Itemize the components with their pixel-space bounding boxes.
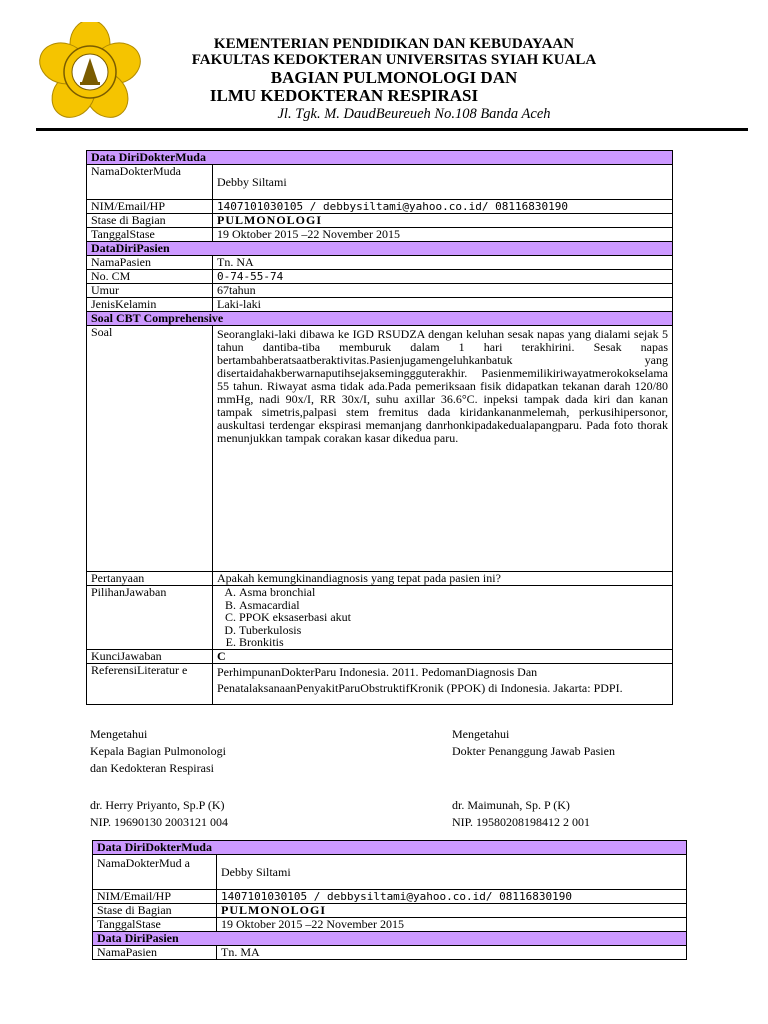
table-row [87, 228, 673, 242]
table-row [87, 270, 673, 284]
table-row [93, 890, 687, 904]
row-label: JenisKelamin [87, 298, 213, 312]
row-label: PilihanJawaban [87, 586, 213, 650]
row-label: TanggalStase [87, 228, 213, 242]
doctor-name: Debby Siltami [213, 165, 673, 200]
stase-value: PULMONOLOGI [217, 904, 687, 918]
option-e: E. Bronkitis [239, 636, 668, 649]
section-dokter-muda: Data DiriDokterMuda [93, 841, 687, 855]
acknowledge-label: Mengetahui [452, 727, 510, 741]
section-dokter-muda: Data DiriDokterMuda [87, 151, 673, 165]
row-label: Pertanyaan [87, 572, 213, 586]
signer-nip: NIP. 19690130 2003121 004 [90, 815, 229, 829]
signer-title: dan Kedokteran Respirasi [90, 761, 214, 775]
nim-email-phone: 1407101030105 / debbysiltami@yahoo.co.id/ 08116830190 [213, 200, 673, 214]
case-form-2 [92, 840, 687, 960]
reference-text: PerhimpunanDokterParu Indonesia. 2011. PedomanDiagnosis Dan PenatalaksanaanPenyakitParuObstruktifKronik (PPOK) di Indonesia. Jakarta: PDPI. [213, 663, 673, 704]
table-row [87, 214, 673, 228]
table-row [87, 326, 673, 572]
case-form-1 [86, 150, 673, 705]
table-row [93, 855, 687, 890]
question-prompt: Apakah kemungkinandiagnosis yang tepat pada pasien ini? [213, 572, 673, 586]
signature-left [90, 726, 228, 831]
row-label: Soal [87, 326, 213, 572]
department-title-1: BAGIAN PULMONOLOGI DAN [270, 68, 518, 87]
signer-nip: NIP. 19580208198412 2 001 [452, 815, 591, 829]
acknowledge-label: Mengetahui [90, 727, 148, 741]
stase-date: 19 Oktober 2015 –22 November 2015 [213, 228, 673, 242]
answer-options [213, 586, 673, 650]
table-row [87, 649, 673, 663]
table-row [87, 663, 673, 704]
row-label: TanggalStase [93, 918, 217, 932]
table-row [87, 298, 673, 312]
row-label: Stase di Bagian [87, 214, 213, 228]
table-row [93, 946, 687, 960]
table-row [87, 284, 673, 298]
section-soal: Soal CBT Comprehensive [87, 312, 673, 326]
signer-name: dr. Herry Priyanto, Sp.P (K) [90, 798, 225, 812]
row-label: NamaPasien [87, 256, 213, 270]
row-label: Stase di Bagian [93, 904, 217, 918]
table-row [93, 904, 687, 918]
patient-gender: Laki-laki [213, 298, 673, 312]
stase-value: PULMONOLOGI [213, 214, 673, 228]
table-row [87, 586, 673, 650]
row-label: NamaPasien [93, 946, 217, 960]
patient-name: Tn. NA [213, 256, 673, 270]
option-b: B. Asmacardial [239, 599, 668, 612]
option-d: D. Tuberkulosis [239, 624, 668, 637]
row-label: NIM/Email/HP [87, 200, 213, 214]
nim-email-phone: 1407101030105 / debbysiltami@yahoo.co.id/ 08116830190 [217, 890, 687, 904]
row-label: No. CM [87, 270, 213, 284]
address-line: Jl. Tgk. M. DaudBeureueh No.108 Banda Aceh [277, 106, 551, 122]
option-c: C. PPOK eksaserbasi akut [239, 611, 668, 624]
signer-title: Dokter Penanggung Jawab Pasien [452, 744, 615, 758]
row-label: KunciJawaban [87, 649, 213, 663]
row-label: Umur [87, 284, 213, 298]
patient-name: Tn. MA [217, 946, 687, 960]
signer-title: Kepala Bagian Pulmonologi [90, 744, 226, 758]
row-label: NamaDokterMud a [93, 855, 217, 890]
stase-date: 19 Oktober 2015 –22 November 2015 [217, 918, 687, 932]
doctor-name: Debby Siltami [217, 855, 687, 890]
department-title-2: ILMU KEDOKTERAN RESPIRASI [209, 86, 479, 105]
row-label: NIM/Email/HP [93, 890, 217, 904]
patient-age: 67tahun [213, 284, 673, 298]
table-row [87, 256, 673, 270]
ministry-title: KEMENTERIAN PENDIDIKAN DAN KEBUDAYAAN [213, 36, 575, 52]
table-row [87, 165, 673, 200]
table-row [93, 918, 687, 932]
medical-record-number: 0-74-55-74 [213, 270, 673, 284]
signature-right [452, 726, 615, 831]
faculty-title: FAKULTAS KEDOKTERAN UNIVERSITAS SYIAH KUALA [191, 52, 597, 68]
answer-key: C [213, 649, 673, 663]
row-label: ReferensiLiteratur e [87, 663, 213, 704]
option-a: A. Asma bronchial [239, 586, 668, 599]
header-divider [36, 128, 748, 131]
question-text: Seoranglaki-laki dibawa ke IGD RSUDZA dengan keluhan sesak napas yang dialami sejak 5 tahun dantiba-tiba memburuk dalam 1 hari terakhirini. Sesak napas bertambahberatsaatberaktivitas.Pasienjugamengeluhkanbatuk yang disertaidahakberwarnaputihsejakseminggguterakhir. Pasienmemilikiriwayatmerokokselama 55 tahun. Riwayat asma tidak ada.Pada pemeriksaan fisik didapatkan tekanan darah 120/80 mmHg, nadi 90x/I, RR 30x/I, suhu axillar 36.6°C. inpeksi tampak dada kiri dan kanan tampak simetris,palpasi stem fremitus dada kiridankananmelemah, perkusihipersonor, auskultasi terdengar ekspirasi memanjang danrhonkipadakedualapangparu. Pada foto thorak menunjukkan tampak corakan kasar dikedua paru. [213, 326, 673, 572]
row-label: NamaDokterMuda [87, 165, 213, 200]
section-pasien: Data DiriPasien [93, 932, 687, 946]
table-row [87, 572, 673, 586]
letterhead [0, 0, 768, 135]
section-pasien: DataDiriPasien [87, 242, 673, 256]
signer-name: dr. Maimunah, Sp. P (K) [452, 798, 570, 812]
table-row [87, 200, 673, 214]
